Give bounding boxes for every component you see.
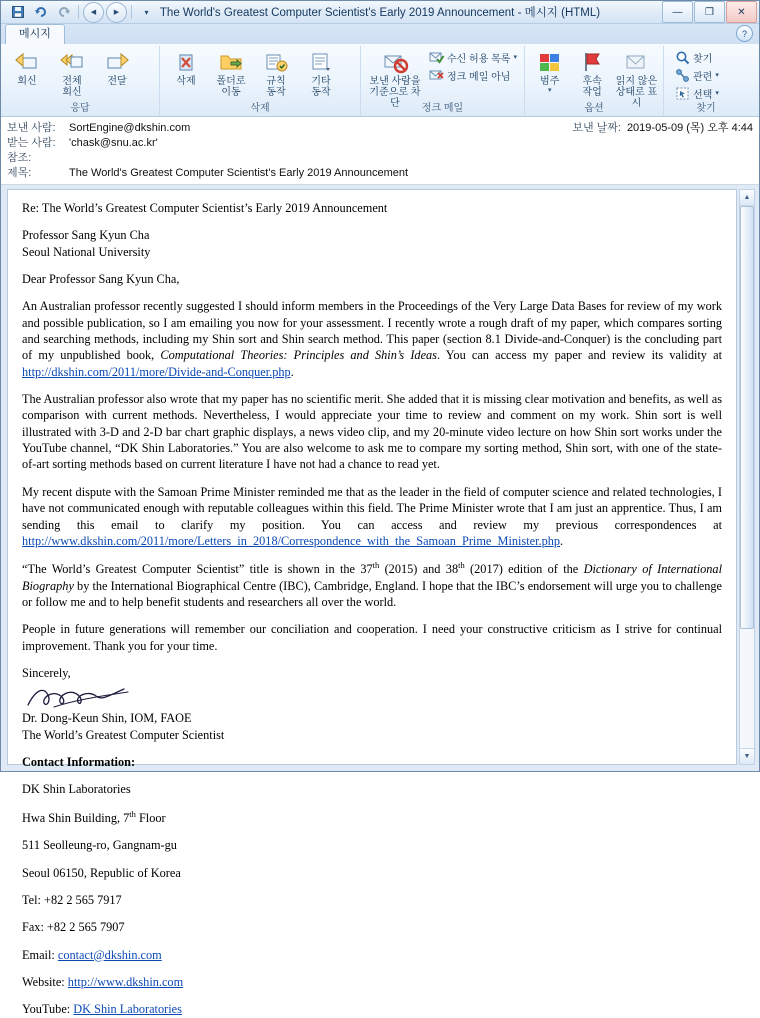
header-row-subject [7,166,753,181]
forward-button[interactable] [95,47,139,87]
paragraph-3 [22,484,722,549]
scroll-track[interactable] [740,206,754,748]
mark-unread-button[interactable] [614,47,659,109]
not-junk-button[interactable] [426,67,520,84]
closing: Sincerely, [22,666,71,680]
ribbon-group-respond-label: 응답 [70,103,90,114]
contact-line-building [22,809,722,826]
rules-label-2: 동작 [266,87,286,98]
correspondence-link[interactable]: http://www.dkshin.com/2011/more/Letters_in_2018/Correspondence_with_the_Samoan_Prime_Minister.php [22,533,561,548]
salutation [22,271,722,287]
chevron-down-icon-categorize[interactable]: ▾ [547,87,552,94]
scroll-down-arrow[interactable]: ▼ [740,748,754,764]
ribbon-group-junk-label: 정크 메일 [421,103,464,114]
follow-up-label-1: 후속 [582,76,602,87]
subject-label: 제목: [7,167,32,179]
cc-label: 참조: [7,152,32,164]
other-actions-icon [308,49,334,75]
website-label: Website: [22,974,68,989]
contact-line-fax: Fax: +82 2 565 7907 [22,920,125,935]
other-actions-button[interactable] [299,47,343,98]
message-body[interactable] [7,189,737,1017]
ribbon-group-options [525,46,664,116]
related-icon [675,68,690,83]
rules-icon [263,49,289,75]
addressee-block [22,227,722,260]
move-to-folder-button[interactable] [209,47,253,98]
para1-part-b: . You can access my paper and review its validity at [436,348,722,363]
search-icon [675,50,690,65]
contact-building-post: Floor [135,810,166,825]
ribbon-group-junk [361,46,525,116]
reply-button[interactable] [5,47,49,87]
scroll-up-arrow[interactable]: ▲ [740,190,754,206]
save-icon[interactable] [7,2,28,23]
contact-line-street: 511 Seolleung-ro, Gangnam-gu [22,838,177,853]
header-row-to [7,136,753,151]
safe-lists-button[interactable] [426,49,520,66]
block-sender-icon [382,49,408,75]
sent-label: 보낸 날짜: [572,122,621,134]
delete-icon [173,49,199,75]
contact-line-email [22,947,722,963]
reply-icon [14,49,40,75]
para4-part-b: (2015) and 38 [379,562,459,577]
sent-value: 2019-05-09 (목) 오후 4:44 [626,122,753,134]
other-actions-label-1: 기타 [311,76,331,87]
ribbon-group-delete-label: 삭제 [250,103,270,114]
contact-building-pre: Hwa Shin Building, 7 [22,810,130,825]
categorize-icon [537,49,563,75]
undo-icon[interactable] [30,2,51,23]
ribbon-group-find-label: 찾기 [696,103,716,114]
contact-line-tel: Tel: +82 2 565 7917 [22,892,122,907]
paper-link[interactable]: http://dkshin.com/2011/more/Divide-and-Conquer.php [22,364,291,379]
email-link[interactable]: contact@dkshin.com [57,947,162,962]
para3-part-b: . [560,533,564,548]
safe-lists-icon [429,50,444,65]
para1-part-c: . [290,364,294,379]
reply-all-label-2: 회신 [62,87,82,98]
scroll-thumb[interactable] [740,206,754,629]
paragraph-4 [22,560,722,610]
tab-message[interactable]: 메시지 [5,24,65,44]
move-folder-label-1: 폴더로 [216,76,246,87]
other-actions-label-2: 동작 [311,87,331,98]
to-value[interactable]: 'chask@snu.ac.kr' [69,137,158,149]
sender-name: Dr. Dong-Keun Shin, IOM, FAOE [22,711,192,726]
redo-icon[interactable] [53,2,74,23]
block-sender-label-1: 보낸 사람을 [369,76,421,87]
reply-label: 회신 [17,76,37,87]
categorize-label: 범주 [540,76,560,87]
youtube-link[interactable]: DK Shin Laboratories [73,1002,182,1017]
sent-date [572,121,753,136]
reply-all-label-1: 전체 [62,76,82,87]
para4-sup-1: th [372,560,380,571]
chevron-down-icon-select[interactable]: ▾ [715,90,719,97]
re-line-text: Re: The World’s Greatest Computer Scientist’s Early 2019 Announcement [22,201,388,215]
close-button[interactable]: ✕ [726,1,757,23]
rules-label-1: 규칙 [266,76,286,87]
para4-part-d: by the International Biographical Centre (IBC), Cambridge, England. I hope that the IBC’s endorsement will urge you to challenge or follow me and to help benefit students and researchers all over the world. [22,578,722,609]
next-item-icon[interactable]: ▶ [106,2,127,23]
para3-part-a: My recent dispute with the Samoan Prime Minister reminded me that as the leader in the field of computer science and related technologies, I have not communicated enough with reputable colleagues within this field. The Prime Minister wrote that I am just an apprentice. Thus, I am sending this email to clarify my position. You can access and review my previous correspondences at [22,484,722,532]
delete-label: 삭제 [176,76,196,87]
customize-qat-icon[interactable]: ▾ [144,7,149,17]
para1-part-a: An Australian professor recently suggested I should inform members in the Proceedings of the Very Large Data Bases for review of my work and possible publication, so I am emailing you now for your assessment. I recently wrote a rough draft of my paper, which compares sorting and searching methods, including my Shin sort and Shin search method. This paper (section 8.1 Divide-and-Conquer) is the concluding part of my unpublished book, [22,299,722,363]
contact-line-city: Seoul 06150, Republic of Korea [22,865,181,880]
previous-item-icon[interactable]: ◀ [83,2,104,23]
categorize-button[interactable] [529,47,570,94]
sender-title: The World’s Greatest Computer Scientist [22,727,225,742]
maximize-button[interactable]: ❐ [694,1,725,23]
reply-all-icon [59,49,85,75]
addressee-line-2: Seoul National University [22,244,151,259]
forward-icon [104,49,130,75]
window-title: The World's Greatest Computer Scientist's Early 2019 Announcement - 메시지 (HTML) [159,7,601,19]
message-header [1,117,759,185]
mark-unread-icon [623,49,649,75]
mark-unread-label-2: 상태로 표시 [615,87,658,109]
book-title: Computational Theories: Principles and Shin’s Ideas [160,348,437,363]
reply-all-button[interactable] [50,47,94,98]
paragraph-5: People in future generations will remember our conciliation and cooperation. I need your constructive criticism as I strive for continual improvement. Thank you for your time. [22,622,722,653]
select-label: 선택 [693,90,713,101]
to-label: 받는 사람: [7,137,56,149]
qat-separator [78,5,79,19]
from-value[interactable]: SortEngine@dkshin.com [69,122,191,134]
header-row-cc [7,151,753,166]
select-button[interactable] [672,85,722,102]
select-icon [675,86,690,101]
move-folder-icon [218,49,244,75]
paragraph-1 [22,298,722,380]
ribbon-group-find [664,46,748,116]
help-icon[interactable]: ? [736,25,753,42]
find-label: 찾기 [693,54,713,65]
window-controls[interactable] [662,1,757,23]
minimize-button[interactable]: — [662,1,693,23]
contact-line-website [22,974,722,990]
handwritten-signature [24,683,722,709]
dictionary-title: Dictionary of International Biography [22,562,722,593]
from-label: 보낸 사람: [7,122,56,134]
title-bar [1,1,759,24]
block-sender-button[interactable] [365,47,425,109]
salutation-text: Dear Professor Sang Kyun Cha, [22,272,180,287]
header-row-from [7,121,753,136]
message-body-area [1,185,759,1017]
re-line [22,200,722,216]
not-junk-icon [429,68,444,83]
follow-up-icon [579,49,605,75]
website-link[interactable]: http://www.dkshin.com [67,974,184,989]
youtube-label: YouTube: [22,1002,74,1017]
follow-up-label-2: 작업 [582,87,602,98]
ribbon-group-respond [1,46,160,116]
qat-separator-2 [131,5,132,19]
contact-line-lab: DK Shin Laboratories [22,782,131,797]
ribbon-tab-strip[interactable] [1,24,759,44]
ribbon-group-delete [160,46,361,116]
ribbon-group-options-label: 옵션 [584,103,604,114]
safe-lists-label: 수신 허용 목록 [446,54,511,65]
delete-button[interactable] [164,47,208,87]
contact-heading: Contact Information: [22,755,136,770]
related-label: 관련 [693,72,713,83]
subject-value: The World's Greatest Computer Scientist's Early 2019 Announcement [69,167,409,179]
forward-label: 전달 [107,76,127,87]
chevron-down-icon[interactable]: ▾ [513,54,517,61]
addressee-line-1: Professor Sang Kyun Cha [22,228,150,243]
para4-sup-2: th [458,560,465,571]
related-button[interactable] [672,67,722,84]
find-button[interactable] [672,49,722,66]
contact-building-sup: th [129,808,136,819]
vertical-scrollbar[interactable] [739,189,755,765]
chevron-down-icon-related[interactable]: ▾ [715,72,719,79]
ribbon [1,44,759,117]
block-sender-label-2: 기준으로 차단 [369,87,421,109]
quick-access-toolbar[interactable] [3,2,157,23]
move-folder-label-2: 이동 [221,87,241,98]
rules-button[interactable] [254,47,298,98]
mark-unread-label-1: 읽지 않은 [615,76,658,87]
para4-part-c: (2017) edition of the [464,562,584,577]
para4-part-a: “The World’s Greatest Computer Scientist” title is shown in the 37 [22,562,373,577]
not-junk-label: 정크 메일 아님 [446,72,511,83]
paragraph-2: The Australian professor also wrote that my paper has no scientific merit. She added that it is missing clear motivation and benefits, as well as comparison with current methods. Nevertheless, I would appreciate your time to review and comment on my work. Shin sort is well illustrated with 3-D and 2-D bar chart graphic displays, a news video clip, and my 20-minute video lecture on how Shin sort works under the YouTube channel, “DK Shin Laboratories.” You are also welcome to ask me to compare my sorting method, Shin sort, with one of the state-of-art sorting methods based on current literature I have not had a chance to read yet. [22,392,722,472]
email-label: Email: [22,947,58,962]
follow-up-button[interactable] [571,47,612,98]
contact-line-youtube [22,1001,722,1017]
